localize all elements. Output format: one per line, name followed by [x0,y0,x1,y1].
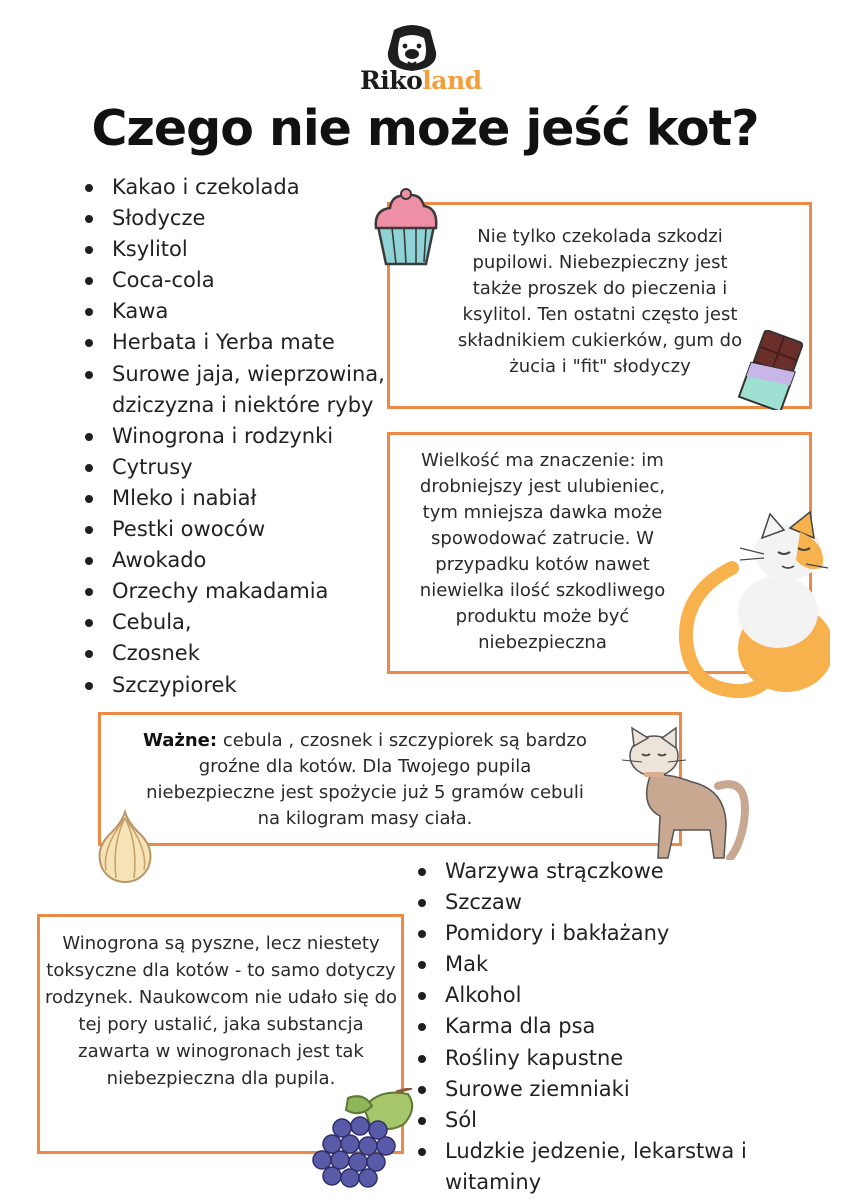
list-item: Surowe jaja, wieprzowina, dziczyzna i niektóre ryby [85,359,397,421]
grapes-note-text: Winogrona są pyszne, lecz niestety toksyczne dla kotów - to samo dotyczy rodzynek. Naukowcom nie udało się do tej pory ustalić, jaka substancja zawarta w winogronach jest tak niebezpieczna dla pupila. [45,933,398,1089]
list-item: Karma dla psa [418,1011,818,1042]
brand-name-part1: Riko [360,66,423,95]
list-item: Szczaw [418,887,818,918]
list-item: Winogrona i rodzynki [85,421,405,452]
chocolate-note-text: Nie tylko czekolada szkodzi pupilowi. Niebezpieczny jest także proszek do pieczenia i ksylitol. Ten ostatni często jest składnikiem cukierków, gum do żucia i "fit" słodyczy [457,226,743,377]
list-item: Orzechy makadamia [85,576,405,607]
important-body: cebula , czosnek i szczypiorek są bardzo groźne dla kotów. Dla Twojego pupila niebezpieczne jest spożycie już 5 gramów cebuli na kilogram masy ciała. [146,730,587,829]
list-item: Słodycze [85,203,405,234]
forbidden-foods-list-left [85,172,405,701]
list-item: Alkohol [418,980,818,1011]
brand-name-part2: land [422,66,482,95]
sleeping-cat-icon [678,508,830,700]
page-title: Czego nie może jeść kot? [91,100,759,157]
list-item: Rośliny kapustne [418,1043,818,1074]
cupcake-icon [370,186,442,270]
list-item: Sól [418,1105,818,1136]
list-item: Awokado [85,545,405,576]
standing-cat-icon [622,726,754,860]
list-item: Mleko i nabiał [85,483,405,514]
list-item: Coca-cola [85,265,405,296]
onion-icon [92,808,158,884]
list-item: Pestki owoców [85,514,405,545]
list-item: Kawa [85,296,405,327]
list-item: Mak [418,949,818,980]
grapes-icon [308,1088,428,1192]
brand-name [360,66,490,95]
list-item: Warzywa strączkowe [418,856,818,887]
important-label: Ważne: [143,730,218,751]
forbidden-foods-list-right [418,856,818,1198]
list-item: Szczypiorek [85,670,405,701]
list-item: Pomidory i bakłażany [418,918,818,949]
list-item: Ludzkie jedzenie, lekarstwa i witaminy [418,1136,785,1198]
list-item: Czosnek [85,638,405,669]
list-item: Surowe ziemniaki [418,1074,818,1105]
list-item: Cebula, [85,607,405,638]
list-item: Cytrusy [85,452,405,483]
chocolate-bar-icon [732,330,810,410]
list-item: Herbata i Yerba mate [85,327,405,358]
dog-face-icon [382,22,442,72]
important-note-text [140,728,590,832]
list-item: Ksylitol [85,234,405,265]
list-item: Kakao i czekolada [85,172,405,203]
size-note-text: Wielkość ma znaczenie: im drobniejszy jest ulubieniec, tym mniejsza dawka może spowodować zatrucie. W przypadku kotów nawet niewielka ilość szkodliwego produktu może być niebezpieczna [419,450,666,653]
